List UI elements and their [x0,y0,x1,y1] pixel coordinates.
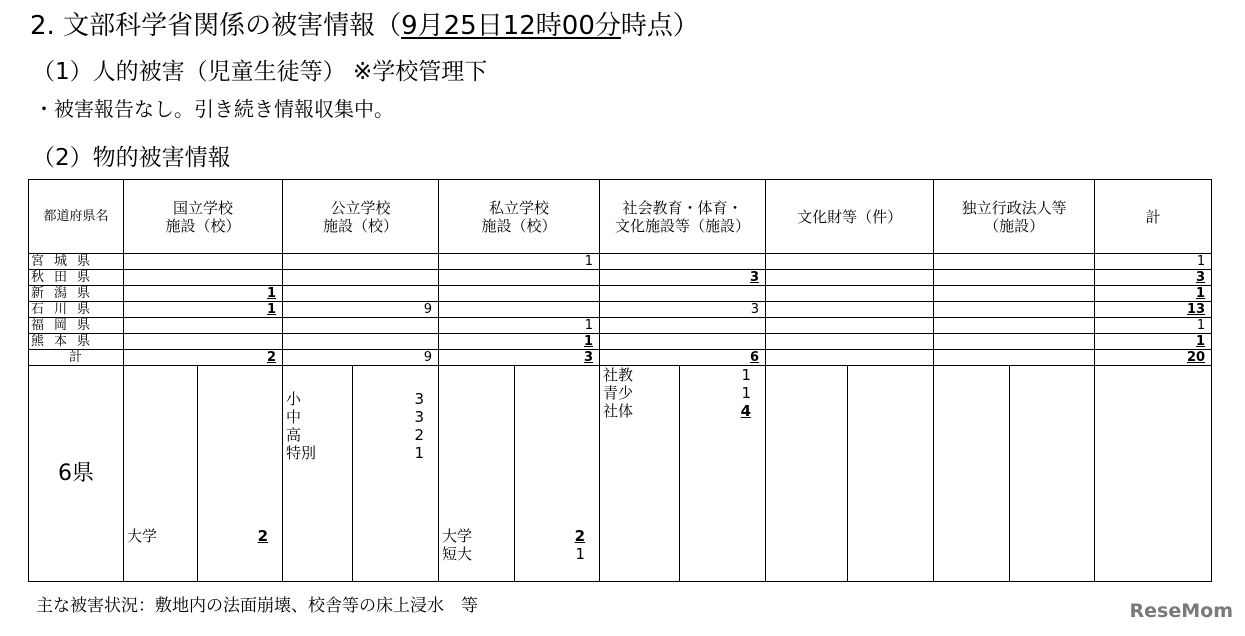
table-row [29,318,1212,334]
social-value [600,286,766,302]
damage-summary-note: 主な被害状況：敷地内の法面崩壊、校舎等の床上浸水 等 [36,596,478,616]
social-value [600,318,766,334]
prefecture-name: 宮城県 [29,254,124,270]
agency-value [934,254,1095,270]
total-value: 1 [1095,286,1212,302]
header-cultural: 文化財等（件） [766,180,934,254]
page-title [30,6,699,46]
public-breakdown-values: 3 3 2 1 [353,366,439,582]
agency-value [934,318,1095,334]
cultural-value [766,254,934,270]
header-national: 国立学校 施設（校） [124,180,283,254]
total-breakdown [1095,366,1212,582]
damage-table [28,179,1212,582]
summary-row [29,366,1212,582]
public-value [283,286,439,302]
social-breakdown-values: 1 1 4 [680,366,766,582]
header-agency: 独立行政法人等 （施設） [934,180,1095,254]
header-total: 計 [1095,180,1212,254]
public-value [283,318,439,334]
national-value [124,254,283,270]
table-row [29,270,1212,286]
prefecture-name: 熊本県 [29,334,124,350]
private-value: 1 [439,254,600,270]
title-datetime: 9月25日12時00分 [401,11,621,41]
public-total: 9 [283,350,439,366]
totals-row [29,350,1212,366]
header-social: 社会教育・体育・ 文化施設等（施設） [600,180,766,254]
national-value [124,318,283,334]
title-prefix: 2. 文部科学省関係の被害情報（ [30,11,402,41]
prefecture-name: 秋田県 [29,270,124,286]
public-breakdown-labels: 小 中 高 特別 [283,366,353,582]
agency-breakdown-labels [934,366,1010,582]
social-value: 3 [600,270,766,286]
prefecture-name: 石川県 [29,302,124,318]
property-damage-heading: （2）物的被害情報 [32,145,231,171]
table-row [29,334,1212,350]
social-value [600,334,766,350]
agency-value [934,270,1095,286]
grand-total: 20 [1095,350,1212,366]
social-breakdown-labels: 社教 青少 社体 [600,366,680,582]
total-value: 1 [1095,318,1212,334]
agency-value [934,334,1095,350]
public-value [283,254,439,270]
cultural-value [766,270,934,286]
national-value [124,270,283,286]
cultural-breakdown-values [848,366,934,582]
header-prefecture: 都道府県名 [29,180,124,254]
total-value: 3 [1095,270,1212,286]
prefecture-name: 福岡県 [29,318,124,334]
private-value [439,302,600,318]
header-row [29,180,1212,254]
national-total: 2 [124,350,283,366]
public-value: 9 [283,302,439,318]
national-breakdown-labels: 大学 [124,366,198,582]
social-value: 3 [600,302,766,318]
resemom-logo: ReseMom [1129,600,1233,622]
total-value: 1 [1095,254,1212,270]
cultural-value [766,302,934,318]
private-value: 1 [439,334,600,350]
national-value: 1 [124,302,283,318]
cultural-breakdown-labels [766,366,848,582]
prefecture-count: 6県 [29,366,124,582]
cultural-total [766,350,934,366]
private-value: 1 [439,318,600,334]
national-value [124,334,283,350]
private-breakdown-labels: 大学 短大 [439,366,515,582]
human-damage-heading: （1）人的被害（児童生徒等） ※学校管理下 [32,59,488,85]
private-value [439,286,600,302]
national-breakdown-values: 2 [198,366,283,582]
table-row [29,302,1212,318]
totals-label: 計 [29,350,124,366]
cultural-value [766,286,934,302]
public-value [283,270,439,286]
private-breakdown-values: 2 1 [515,366,600,582]
header-private: 私立学校 施設（校） [439,180,600,254]
title-suffix: 時点） [620,11,699,41]
private-value [439,270,600,286]
agency-value [934,302,1095,318]
prefecture-name: 新潟県 [29,286,124,302]
social-value [600,254,766,270]
human-damage-note: ・被害報告なし。引き続き情報収集中。 [34,97,394,121]
public-value [283,334,439,350]
private-total: 3 [439,350,600,366]
agency-breakdown-values [1010,366,1095,582]
table-row [29,254,1212,270]
cultural-value [766,334,934,350]
total-value: 1 [1095,334,1212,350]
header-public: 公立学校 施設（校） [283,180,439,254]
agency-value [934,286,1095,302]
total-value: 13 [1095,302,1212,318]
agency-total [934,350,1095,366]
national-value: 1 [124,286,283,302]
social-total: 6 [600,350,766,366]
cultural-value [766,318,934,334]
table-row [29,286,1212,302]
